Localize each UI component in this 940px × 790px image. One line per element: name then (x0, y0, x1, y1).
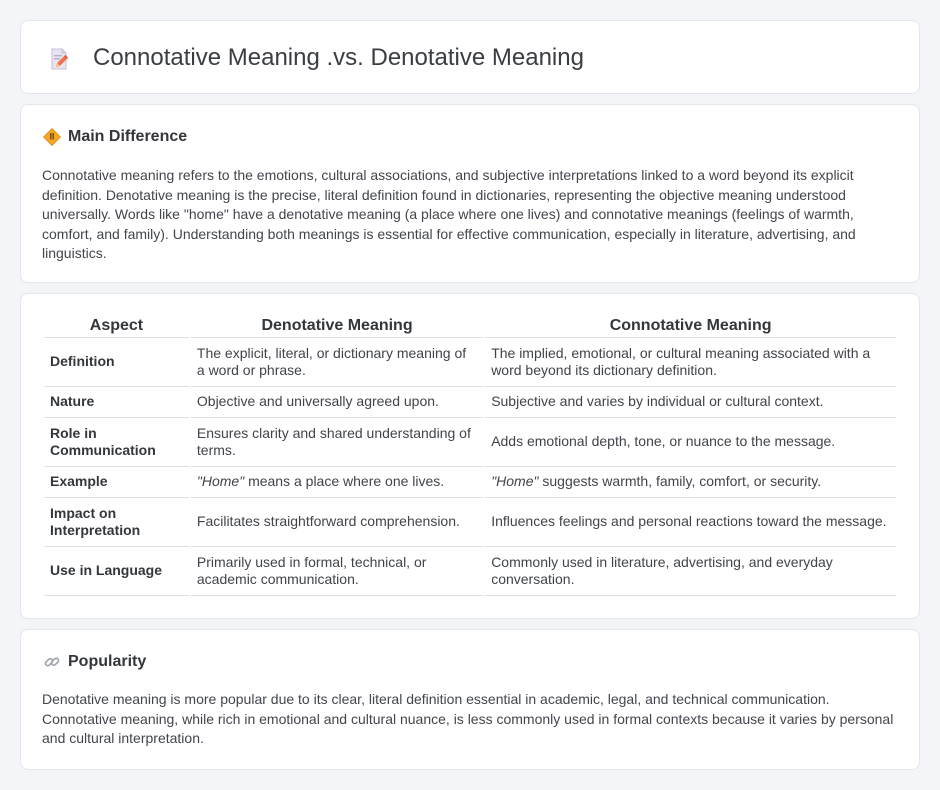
example-term: "Home" (491, 473, 539, 490)
connotative-cell: The implied, emotional, or cultural meaning associated with a word beyond its dictionary definition. (485, 338, 896, 387)
example-term: "Home" (196, 473, 245, 490)
aspect-cell: Nature (44, 387, 189, 418)
table-row (44, 467, 896, 498)
aspect-cell: Role in Communication (44, 418, 189, 467)
table-row (44, 547, 896, 596)
table-row (44, 418, 896, 467)
popularity-title: Popularity (68, 653, 147, 670)
header-card (20, 20, 920, 94)
aspect-cell: Impact on Interpretation (44, 498, 189, 547)
link-chain-icon (43, 653, 61, 671)
comparison-table (42, 315, 898, 596)
diamond-road-sign-icon (43, 128, 61, 146)
main-difference-title: Main Difference (68, 128, 188, 145)
denotative-cell: Ensures clarity and shared understanding of terms. (191, 418, 483, 467)
column-header-aspect: Aspect (44, 315, 189, 338)
connotative-cell (485, 467, 896, 498)
main-difference-card (20, 104, 920, 283)
connotative-cell: Influences feelings and personal reactions toward the message. (485, 498, 896, 547)
connotative-cell: Commonly used in literature, advertising, and everyday conversation. (485, 547, 896, 596)
aspect-cell: Example (44, 467, 189, 498)
denotative-cell: Objective and universally agreed upon. (191, 387, 483, 418)
main-difference-text: Connotative meaning refers to the emotions, cultural associations, and subjective interpretations linked to a word beyond its explicit definition. Denotative meaning is the precise, literal definition found in dictionaries, representing the objective meaning understood universally. Words like "home" have a denotative meaning (a place where one lives) and connotative meanings (feelings of warmth, comfort, and family). Understanding both meanings is essential for effective communication, especially in literature, advertising, and linguistics. (42, 167, 856, 262)
table-row (44, 387, 896, 418)
column-header-connotative: Connotative Meaning (485, 315, 896, 338)
comparison-card (20, 293, 920, 619)
pencil-document-icon (47, 47, 71, 71)
denotative-cell: Primarily used in formal, technical, or academic communication. (191, 547, 483, 596)
connotative-cell: Adds emotional depth, tone, or nuance to the message. (485, 418, 896, 467)
aspect-cell: Definition (44, 338, 189, 387)
main-difference-heading (43, 127, 187, 147)
popularity-card (20, 629, 920, 770)
page-title: Connotative Meaning .vs. Denotative Meaning (93, 44, 584, 71)
example-text: means a place where one lives. (244, 473, 445, 490)
denotative-cell (191, 467, 483, 498)
aspect-cell: Use in Language (44, 547, 189, 596)
table-row (44, 338, 896, 387)
table-header-row (44, 315, 896, 338)
denotative-cell: The explicit, literal, or dictionary meaning of a word or phrase. (191, 338, 483, 387)
popularity-heading (43, 652, 146, 672)
denotative-cell: Facilitates straightforward comprehension. (191, 498, 483, 547)
example-text: suggests warmth, family, comfort, or security. (538, 473, 822, 490)
table-row (44, 498, 896, 547)
column-header-denotative: Denotative Meaning (191, 315, 483, 338)
connotative-cell: Subjective and varies by individual or cultural context. (485, 387, 896, 418)
popularity-text: Denotative meaning is more popular due to its clear, literal definition essential in academic, legal, and technical communication. Connotative meaning, while rich in emotional and cultural nuance, is less commonly used in formal contexts because it varies by personal and cultural interpretation. (42, 691, 894, 747)
